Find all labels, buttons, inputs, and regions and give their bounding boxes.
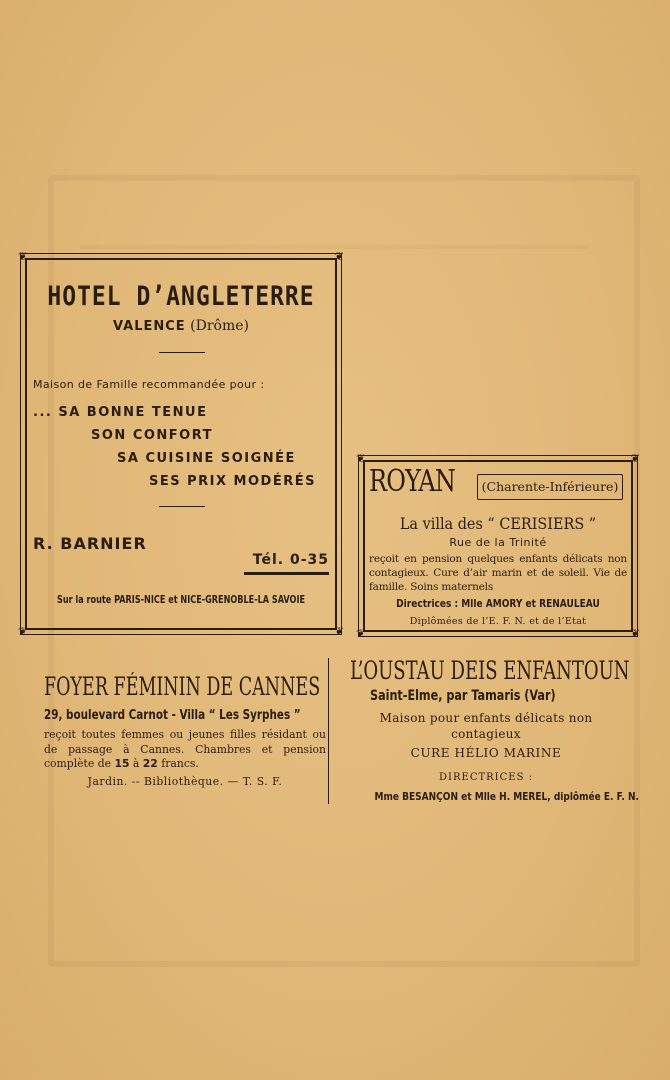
telephone-underline (244, 572, 329, 575)
foyer-description-text: reçoit toutes femmes ou jeunes filles résidant ou de passage à Cannes. Chambres et pension complète de (44, 728, 326, 770)
quality-line: SES PRIX MODÉRÉS (149, 474, 316, 489)
foyer-address: 29, boulevard Carnot - Villa “ Les Syrphes ” (44, 708, 301, 723)
quality-line: SA CUISINE SOIGNÉE (117, 451, 296, 466)
price-unit: francs. (161, 757, 199, 770)
oustau-place: Saint-Elme, par Tamaris (Var) (370, 688, 556, 704)
villa-name: La villa des “ CERISIERS ” (399, 514, 597, 533)
column-divider (328, 658, 329, 804)
quality-line: ... SA BONNE TENUE (33, 405, 208, 420)
royan-villa-ad (356, 452, 640, 640)
hotel-owner: R. BARNIER (33, 534, 147, 553)
hotel-intro: Maison de Famille recommandée pour : (33, 378, 265, 391)
royan-region: (Charente-Inférieure) (477, 474, 623, 500)
corner-ornament-icon: ❦ (630, 627, 640, 640)
corner-ornament-icon: ❦ (630, 452, 640, 465)
oustau-directors-label: DIRECTRICES : (439, 772, 533, 783)
oustau-directors: Mme BESANÇON et Mlle H. MEREL, diplômée E. F. N. (374, 790, 639, 803)
royan-title: ROYAN (369, 464, 456, 499)
hotel-route: Sur la route PARIS-NICE et NICE-GRENOBLE-LA SAVOIE (56, 594, 306, 606)
corner-ornament-icon: ❦ (18, 625, 28, 638)
corner-ornament-icon: ❦ (334, 250, 344, 263)
price-max: 22 (142, 757, 158, 770)
hotel-name: HOTEL D’ANGLETERRE (47, 282, 315, 312)
price-join: à (132, 757, 140, 770)
corner-ornament-icon: ❦ (334, 625, 344, 638)
hotel-location (21, 318, 341, 334)
hotel-angleterre-ad (18, 250, 344, 638)
corner-ornament-icon: ❦ (356, 452, 366, 465)
villa-street: Rue de la Trinité (449, 536, 547, 549)
quality-line: SON CONFORT (91, 428, 214, 443)
oustau-title: L’OUSTAU DEIS ENFANTOUN (350, 656, 630, 685)
price-min: 15 (114, 757, 130, 770)
faded-background-rule (80, 215, 590, 249)
villa-diplomas: Diplômées de l’E. F. N. et de l’Etat (409, 616, 587, 627)
divider (159, 506, 205, 507)
hotel-telephone: Tél. 0-35 (252, 552, 329, 568)
hotel-city: VALENCE (112, 319, 186, 334)
corner-ornament-icon: ❦ (356, 627, 366, 640)
villa-directors: Directrices : Mlle AMORY et RENAULEAU (396, 598, 600, 610)
corner-ornament-icon: ❦ (18, 250, 28, 263)
hotel-region: (Drôme) (190, 318, 249, 334)
foyer-description (44, 728, 326, 772)
oustau-cure: CURE HÉLIO MARINE (410, 746, 562, 760)
villa-description: reçoit en pension quelques enfants délicats non contagieux. Cure d’air marin et de soleil. Vie de famille. Soins maternels (369, 553, 627, 593)
divider (159, 352, 205, 353)
foyer-amenities: Jardin. -- Bibliothèque. — T. S. F. (87, 775, 283, 788)
foyer-title: FOYER FÉMININ DE CANNES (44, 672, 321, 701)
oustau-description: Maison pour enfants délicats non contagieux (379, 711, 593, 741)
